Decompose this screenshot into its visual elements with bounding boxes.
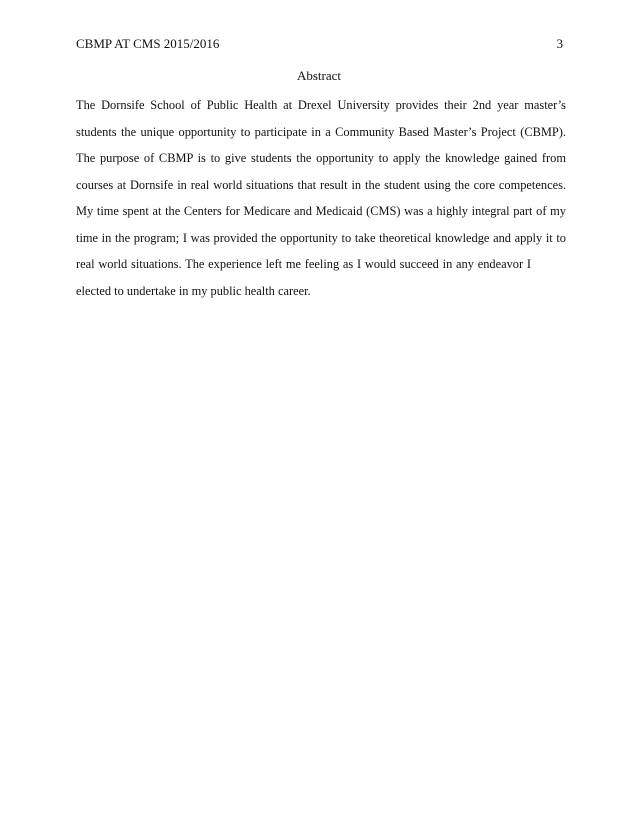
abstract-line: students the unique opportunity to participate in a Community Based Master’s Project (CBMP). [76,124,566,139]
running-head: CBMP AT CMS 2015/2016 [76,36,220,51]
abstract-line: real world situations. The experience left me feeling as I would succeed in any endeavor I [76,257,531,271]
abstract-line: elected to undertake in my public health career. [76,283,311,298]
abstract-line: The purpose of CBMP is to give students the opportunity to apply the knowledge gained from [76,151,566,165]
abstract-line: My time spent at the Centers for Medicare and Medicaid (CMS) was a highly integral part of my [76,204,566,218]
page-number: 3 [556,36,563,51]
section-title: Abstract [296,68,342,83]
abstract-line: The Dornsife School of Public Health at Drexel University provides their 2nd year master’s [76,98,566,112]
abstract-line: courses at Dornsife in real world situations that result in the student using the core competences. [76,177,566,192]
abstract-body [76,97,566,309]
abstract-line: time in the program; I was provided the opportunity to take theoretical knowledge and apply it to [76,230,566,245]
